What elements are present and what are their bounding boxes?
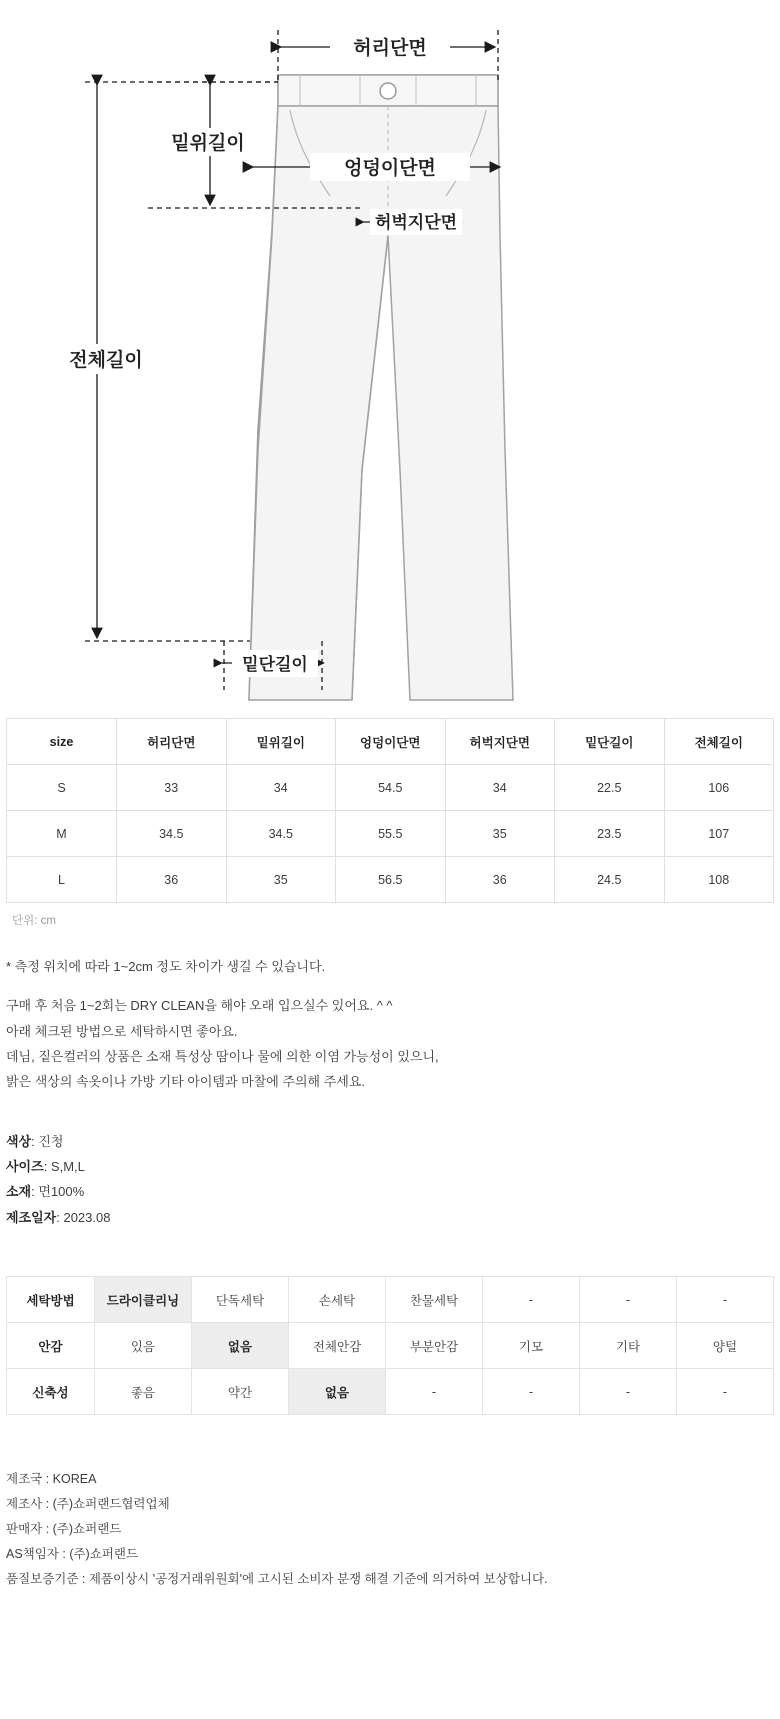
care-cell[interactable]: 좋음 (95, 1369, 192, 1415)
care-cell: - (483, 1277, 580, 1323)
cell-hip: 55.5 (336, 811, 446, 857)
footer-manufacturer: 제조사 : (주)쇼퍼랜드협력업체 (6, 1497, 170, 1512)
label-total: 전체길이 (69, 350, 143, 371)
care-row-head: 신축성 (7, 1369, 95, 1415)
label-rise: 밑위길이 (171, 133, 245, 154)
cell-thigh: 35 (445, 811, 555, 857)
table-header-row (7, 719, 774, 765)
spec-color-key: 색상 (6, 1133, 32, 1149)
th-hip: 엉덩이단면 (336, 719, 446, 765)
care-cell[interactable]: 드라이클리닝 (95, 1277, 192, 1323)
cell-waist: 36 (117, 857, 227, 903)
care-cell: - (386, 1369, 483, 1415)
care-note-3: 데님, 짙은컬러의 상품은 소재 특성상 땀이나 물에 의한 이염 가능성이 있으니, (6, 1049, 439, 1065)
measure-note: * 측정 위치에 따라 1~2cm 정도 차이가 생길 수 있습니다. (6, 959, 326, 974)
footer-info (6, 1467, 780, 1610)
spec-size (6, 1154, 780, 1179)
notes-section (6, 954, 780, 1095)
care-note-1: 구매 후 처음 1~2회는 DRY CLEAN을 해야 오래 입으실수 있어요. ^ ^ (6, 998, 393, 1014)
care-table-section (0, 1276, 780, 1415)
cell-hip: 56.5 (336, 857, 446, 903)
cell-total: 108 (664, 857, 774, 903)
footer-country: 제조국 : KOREA (6, 1472, 97, 1487)
cell-size: L (7, 857, 117, 903)
cell-thigh: 34 (445, 765, 555, 811)
care-row-head: 세탁방법 (7, 1277, 95, 1323)
spec-color-value: : 진청 (31, 1133, 64, 1149)
footer-warranty: 품질보증기준 : 제품이상시 '공정거래위원회'에 고시된 소비자 분쟁 해결 기준에 의거하여 보상합니다. (6, 1572, 548, 1587)
care-cell[interactable]: 없음 (192, 1323, 289, 1369)
table-row (7, 765, 774, 811)
cell-hem: 24.5 (555, 857, 665, 903)
size-table-section (0, 718, 780, 928)
care-cell[interactable]: 손세탁 (289, 1277, 386, 1323)
care-cell[interactable]: 단독세탁 (192, 1277, 289, 1323)
care-cell[interactable]: 기타 (580, 1323, 677, 1369)
cell-hem: 23.5 (555, 811, 665, 857)
cell-size: M (7, 811, 117, 857)
spec-size-value: : S,M,L (43, 1159, 85, 1175)
spec-material-value: : 면100% (31, 1184, 85, 1200)
cell-waist: 33 (117, 765, 227, 811)
care-row-head: 안감 (7, 1323, 95, 1369)
care-cell: - (580, 1277, 677, 1323)
cell-thigh: 36 (445, 857, 555, 903)
table-row (7, 857, 774, 903)
label-waist: 허리단면 (353, 38, 427, 59)
footer-seller: 판매자 : (주)쇼퍼랜드 (6, 1522, 122, 1537)
footer-as-manager: AS책임자 : (주)쇼퍼랜드 (6, 1547, 139, 1562)
th-rise: 밑위길이 (226, 719, 336, 765)
size-measurement-diagram (0, 0, 780, 718)
cell-rise: 34 (226, 765, 336, 811)
spacer (6, 979, 780, 993)
th-thigh: 허벅지단면 (445, 719, 555, 765)
cell-hem: 22.5 (555, 765, 665, 811)
cell-hip: 54.5 (336, 765, 446, 811)
size-table (6, 718, 774, 903)
care-cell: - (677, 1369, 774, 1415)
care-cell: - (483, 1369, 580, 1415)
table-row (7, 811, 774, 857)
spec-color (6, 1129, 780, 1154)
label-hip: 엉덩이단면 (344, 158, 436, 179)
unit-note: 단위: cm (12, 915, 56, 927)
cell-total: 107 (664, 811, 774, 857)
th-waist: 허리단면 (117, 719, 227, 765)
care-cell[interactable]: 부분안감 (386, 1323, 483, 1369)
spec-manufacture-date (6, 1205, 780, 1230)
care-cell: - (580, 1369, 677, 1415)
th-size: size (7, 719, 117, 765)
care-cell[interactable]: 전체안감 (289, 1323, 386, 1369)
table-row (7, 1277, 774, 1323)
label-thigh: 허벅지단면 (374, 213, 458, 232)
care-note-4: 밝은 색상의 속옷이나 가방 기타 아이템과 마찰에 주의해 주세요. (6, 1074, 366, 1090)
spec-material (6, 1179, 780, 1204)
spec-section (6, 1129, 780, 1230)
cell-rise: 35 (226, 857, 336, 903)
care-cell[interactable]: 양털 (677, 1323, 774, 1369)
cell-size: S (7, 765, 117, 811)
label-hem: 밑단길이 (242, 655, 308, 674)
care-table (6, 1276, 774, 1415)
care-cell: - (677, 1277, 774, 1323)
spec-made-key: 제조일자 (6, 1209, 57, 1225)
cell-total: 106 (664, 765, 774, 811)
th-total: 전체길이 (664, 719, 774, 765)
th-hem: 밑단길이 (555, 719, 665, 765)
spec-made-value: : 2023.08 (56, 1209, 111, 1225)
spec-size-key: 사이즈 (6, 1159, 44, 1175)
care-cell[interactable]: 약간 (192, 1369, 289, 1415)
cell-waist: 34.5 (117, 811, 227, 857)
care-cell[interactable]: 없음 (289, 1369, 386, 1415)
table-row (7, 1323, 774, 1369)
care-note-2: 아래 체크된 방법으로 세탁하시면 좋아요. (6, 1023, 238, 1039)
table-row (7, 1369, 774, 1415)
care-cell[interactable]: 기모 (483, 1323, 580, 1369)
cell-rise: 34.5 (226, 811, 336, 857)
care-cell[interactable]: 있음 (95, 1323, 192, 1369)
spec-material-key: 소재 (6, 1184, 32, 1200)
care-cell[interactable]: 찬물세탁 (386, 1277, 483, 1323)
